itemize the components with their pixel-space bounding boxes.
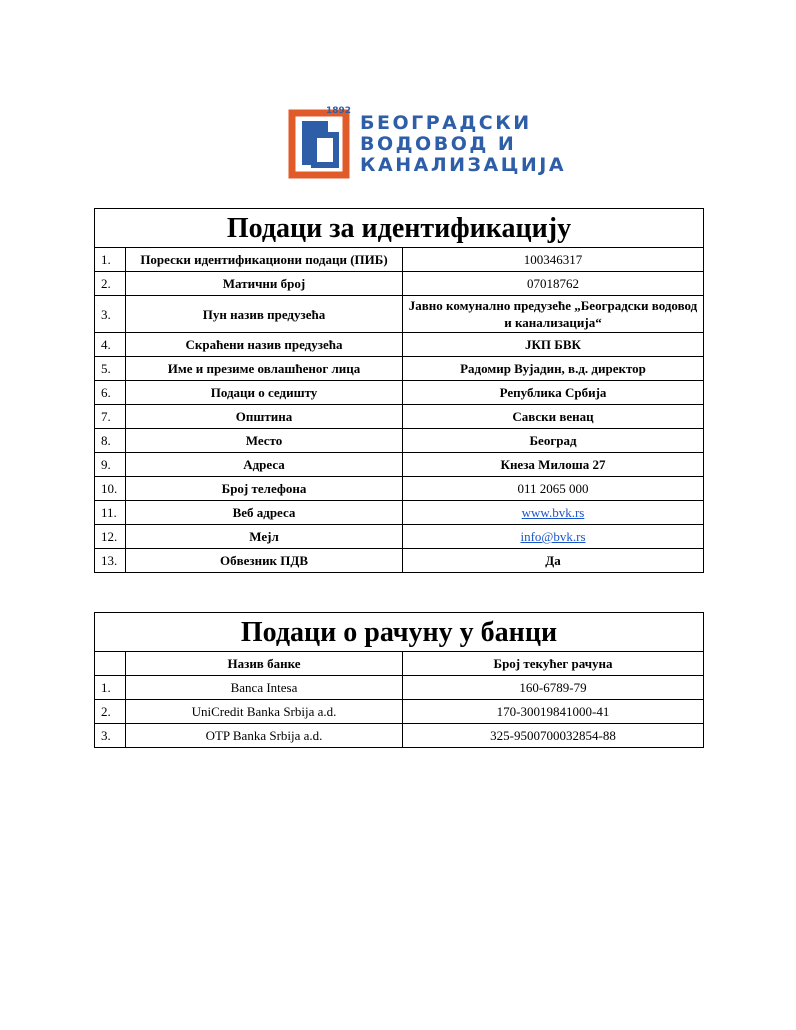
bank-row-number: 3. xyxy=(95,724,126,748)
row-number: 11. xyxy=(95,501,126,525)
bank-header-account: Број текућег рачуна xyxy=(403,652,704,676)
bank-account-number: 170-30019841000-41 xyxy=(403,700,704,724)
identification-row xyxy=(95,405,704,429)
company-logo xyxy=(288,103,567,183)
bank-row xyxy=(95,724,704,748)
row-label: Место xyxy=(126,429,403,453)
row-label: Скраћени назив предузећа xyxy=(126,333,403,357)
row-value: Република Србија xyxy=(403,381,704,405)
row-label: Број телефона xyxy=(126,477,403,501)
bank-account-number: 325-9500700032854-88 xyxy=(403,724,704,748)
bank-row-number: 2. xyxy=(95,700,126,724)
row-value xyxy=(403,525,704,549)
row-number: 4. xyxy=(95,333,126,357)
row-value: Да xyxy=(403,549,704,573)
bank-title: Подаци о рачуну у банци xyxy=(95,613,704,652)
bank-header-name: Назив банке xyxy=(126,652,403,676)
row-number: 1. xyxy=(95,248,126,272)
identification-title: Подаци за идентификацију xyxy=(95,209,704,248)
bank-header-row xyxy=(95,652,704,676)
identification-row xyxy=(95,272,704,296)
row-label: Порески идентификациони подаци (ПИБ) xyxy=(126,248,403,272)
row-value: Београд xyxy=(403,429,704,453)
row-label: Подаци о седишту xyxy=(126,381,403,405)
row-number: 3. xyxy=(95,296,126,333)
row-number: 12. xyxy=(95,525,126,549)
row-value: Кнеза Милоша 27 xyxy=(403,453,704,477)
row-value: 100346317 xyxy=(403,248,704,272)
row-number: 10. xyxy=(95,477,126,501)
bank-name: UniCredit Banka Srbija a.d. xyxy=(126,700,403,724)
row-number: 7. xyxy=(95,405,126,429)
bvk-logo-mark-icon xyxy=(288,103,352,179)
row-label: Обвезник ПДВ xyxy=(126,549,403,573)
bank-row xyxy=(95,700,704,724)
bank-name: Banca Intesa xyxy=(126,676,403,700)
identification-row xyxy=(95,525,704,549)
row-label: Веб адреса xyxy=(126,501,403,525)
identification-row xyxy=(95,477,704,501)
logo-line-3: КАНАЛИЗАЦИЈА xyxy=(360,154,567,176)
logo-wordmark xyxy=(360,113,566,176)
bank-row xyxy=(95,676,704,700)
identification-row xyxy=(95,453,704,477)
identification-row xyxy=(95,549,704,573)
bank-table xyxy=(94,612,704,748)
bank-header-num xyxy=(95,652,126,676)
row-value: Јавно комунално предузеће „Београдски водовод и канализација“ xyxy=(403,296,704,333)
identification-title-row xyxy=(95,209,704,248)
row-value xyxy=(403,501,704,525)
row-label: Мејл xyxy=(126,525,403,549)
identification-row xyxy=(95,429,704,453)
identification-row xyxy=(95,501,704,525)
identification-row xyxy=(95,357,704,381)
row-number: 5. xyxy=(95,357,126,381)
row-label: Адреса xyxy=(126,453,403,477)
bank-row-number: 1. xyxy=(95,676,126,700)
row-number: 13. xyxy=(95,549,126,573)
row-number: 8. xyxy=(95,429,126,453)
row-number: 2. xyxy=(95,272,126,296)
row-value: Савски венац xyxy=(403,405,704,429)
row-label: Општина xyxy=(126,405,403,429)
row-number: 9. xyxy=(95,453,126,477)
email-link[interactable]: info@bvk.rs xyxy=(520,529,586,544)
bank-account-number: 160-6789-79 xyxy=(403,676,704,700)
row-number: 6. xyxy=(95,381,126,405)
row-value: Радомир Вујадин, в.д. директор xyxy=(403,357,704,381)
identification-row xyxy=(95,296,704,333)
row-value: ЈКП БВК xyxy=(403,333,704,357)
logo-line-2: ВОДОВОД И xyxy=(360,133,517,155)
bank-name: OTP Banka Srbija a.d. xyxy=(126,724,403,748)
logo-line-1: БЕОГРАДСКИ xyxy=(360,112,532,134)
identification-row xyxy=(95,248,704,272)
row-label: Пун назив предузећа xyxy=(126,296,403,333)
identification-row xyxy=(95,333,704,357)
row-value: 011 2065 000 xyxy=(403,477,704,501)
identification-row xyxy=(95,381,704,405)
row-label: Име и презиме овлашћеног лица xyxy=(126,357,403,381)
row-value: 07018762 xyxy=(403,272,704,296)
row-label: Матични број xyxy=(126,272,403,296)
logo-year: 1892 xyxy=(326,106,352,116)
website-link[interactable]: www.bvk.rs xyxy=(521,505,585,520)
bank-title-row xyxy=(95,613,704,652)
identification-table xyxy=(94,208,704,573)
